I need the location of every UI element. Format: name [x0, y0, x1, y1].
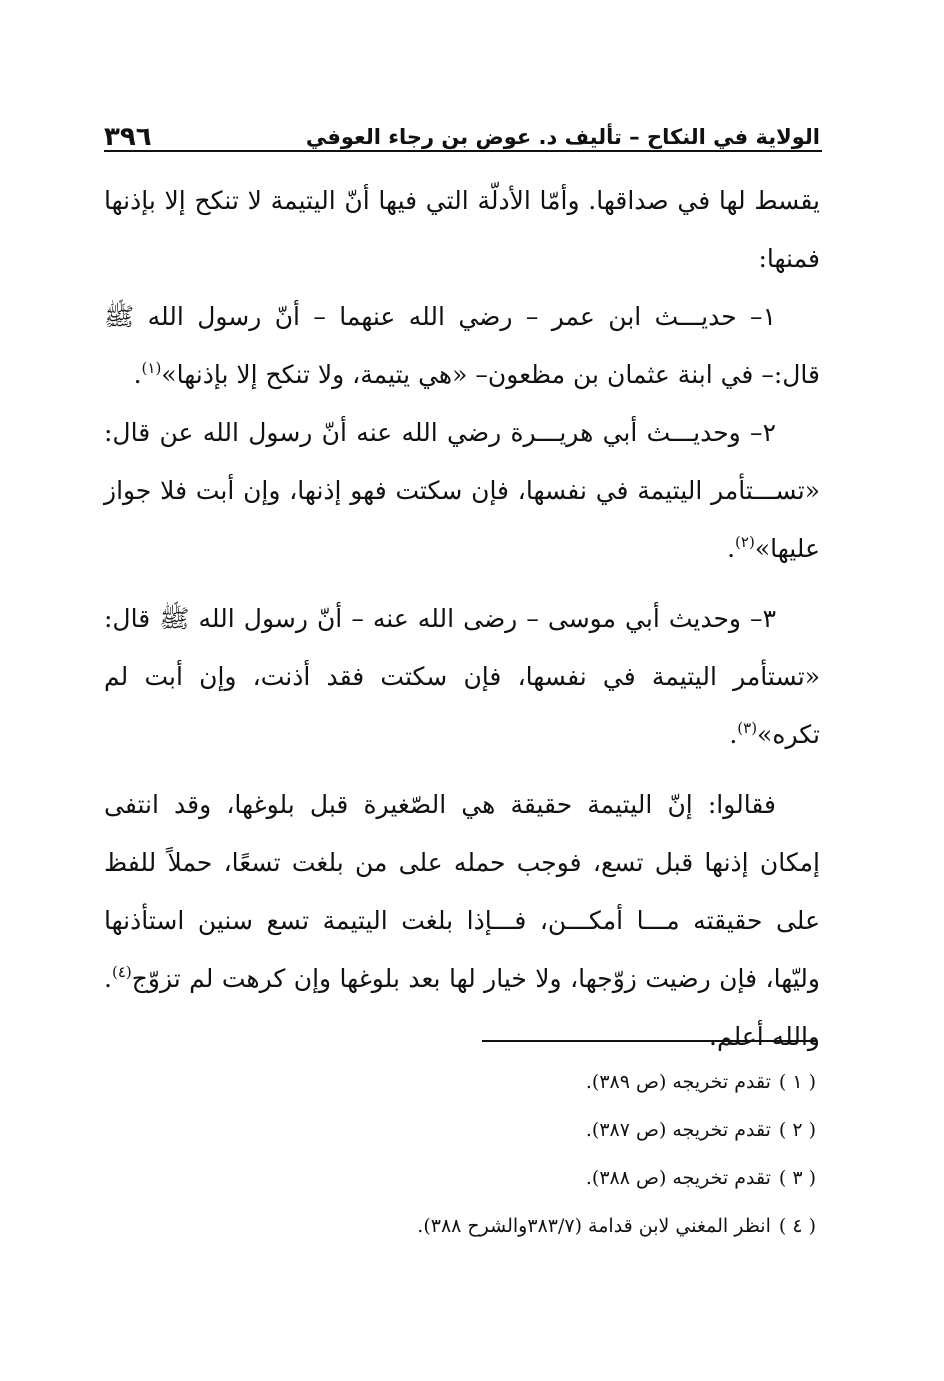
footnote-text: تقدم تخريجه (ص ٣٨٧).	[585, 1119, 771, 1141]
body-text	[104, 172, 820, 1066]
footnote-1	[300, 1058, 816, 1106]
conclusion-end: . والله أعلم.	[104, 964, 820, 1051]
footnote-ref-2[interactable]: (٢)	[735, 533, 755, 551]
conclusion-text: فقالوا: إنّ اليتيمة حقيقة هي الصّغيرة قبل بلوغها، وقد انتفى إمكان إذنها قبل تسع، فوجب حمله على من بلغت تسعًا، حملاً للفظ على حقيقته مـــا أمكـــن، فـــإذا بلغت اليتيمة تسع سنين استأذنها وليّها، فإن رضيت زوّجها، ولا خيار لها بعد بلوغها وإن كرهت لم تزوّج	[104, 790, 820, 993]
footnotes	[300, 1058, 816, 1250]
footnote-number: ( ٢ )	[778, 1119, 816, 1141]
footnote-number: ( ٤ )	[778, 1215, 816, 1237]
hadith-2-end: .	[727, 534, 736, 563]
hadith-3-end: .	[729, 720, 738, 749]
footnote-number: ( ١ )	[778, 1071, 816, 1093]
footnote-4	[300, 1202, 816, 1250]
header-rule	[104, 150, 822, 152]
paragraph-conclusion	[104, 776, 820, 1066]
footnote-2	[300, 1106, 816, 1154]
running-header	[104, 108, 820, 152]
footnote-3	[300, 1154, 816, 1202]
paragraph-hadith-3	[104, 590, 820, 764]
hadith-3-text: ٣– وحديث أبي موسى – رضى الله عنه – أنّ رسول الله ﷺ قال: «تستأمر اليتيمة في نفسها، فإن سكتت فقد أذنت، وإن أبت لم تكره»	[104, 604, 820, 749]
paragraph-hadith-2	[104, 404, 820, 578]
hadith-1-text: ١– حديـــث ابن عمر – رضي الله عنهما – أنّ رسول الله ﷺ قال:– في ابنة عثمان بن مظعون– «هي يتيمة، ولا تنكح إلا بإذنها»	[104, 302, 820, 389]
footnote-ref-1[interactable]: (١)	[141, 359, 162, 377]
footnote-ref-4[interactable]: (٤)	[111, 963, 132, 981]
footnote-text: تقدم تخريجه (ص ٣٨٨).	[585, 1167, 771, 1189]
paragraph-intro-text: يقسط لها في صداقها. وأمّا الأدلّة التي فيها أنّ اليتيمة لا تنكح إلا بإذنها فمنها:	[104, 186, 820, 273]
hadith-2-text: ٢– وحديـــث أبي هريـــرة رضي الله عنه أنّ رسول الله عن قال: «تســـتأمر اليتيمة في نفسها، فإن سكتت فهو إذنها، وإن أبت فلا جواز عليها»	[104, 418, 820, 563]
footnote-number: ( ٣ )	[778, 1167, 816, 1189]
paragraph-intro	[104, 172, 820, 288]
header-title: الولاية في النكاح – تأليف د. عوض بن رجاء العوفي	[305, 125, 820, 149]
paragraph-hadith-1	[104, 288, 820, 404]
footnote-text: انظر المغني لابن قدامة (٣٨٣/٧والشرح ٣٨٨).	[417, 1215, 771, 1237]
hadith-1-end: .	[133, 360, 142, 389]
footnote-text: تقدم تخريجه (ص ٣٨٩).	[585, 1071, 771, 1093]
page-number: ٣٩٦	[104, 122, 152, 152]
footnote-separator	[482, 1040, 816, 1042]
footnote-ref-3[interactable]: (٣)	[737, 719, 758, 737]
